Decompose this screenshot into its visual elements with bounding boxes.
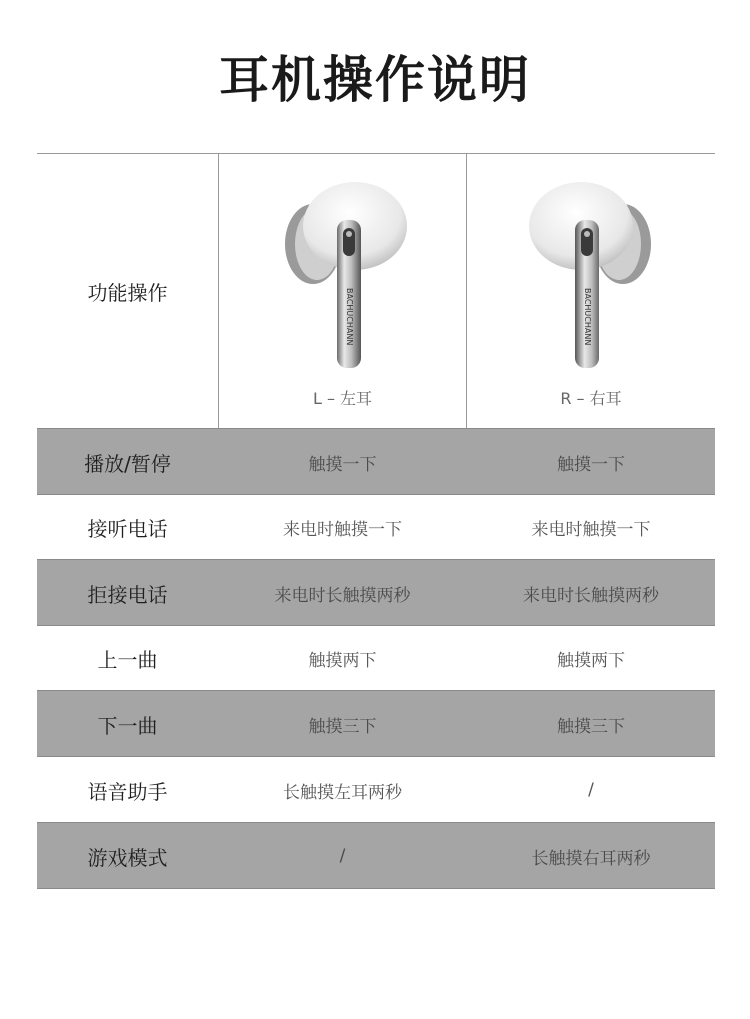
- brand-text: BACHUCHANN: [345, 288, 354, 346]
- operation-table: [37, 153, 715, 889]
- row-label: 语音助手: [87, 779, 168, 804]
- right-earbud-cell: [467, 154, 715, 428]
- row-label: 下一曲: [97, 713, 158, 738]
- page-title: 耳机操作说明: [219, 51, 531, 109]
- table-row: [37, 625, 715, 691]
- table-row: [37, 690, 715, 757]
- left-value: /: [339, 846, 346, 866]
- table-row: [37, 559, 715, 626]
- right-value: 触摸一下: [557, 454, 625, 475]
- header-label-cell: [37, 154, 218, 428]
- table-row: [37, 756, 715, 823]
- header-row: [37, 154, 715, 428]
- right-value: 来电时长触摸两秒: [523, 585, 659, 606]
- brand-text: BACHUCHANN: [583, 288, 592, 346]
- left-earbud-image: [275, 178, 415, 378]
- left-value: 来电时长触摸两秒: [274, 585, 411, 606]
- right-value: 长触摸右耳两秒: [531, 848, 651, 869]
- right-earbud-image: [521, 178, 661, 378]
- table-row: [37, 494, 715, 560]
- right-ear-caption: R – 右耳: [560, 389, 622, 408]
- table-bottom-border: [37, 888, 715, 889]
- right-value: 来电时触摸一下: [531, 520, 651, 540]
- row-label: 上一曲: [97, 648, 158, 672]
- row-label: 拒接电话: [87, 582, 168, 607]
- right-value: 触摸两下: [557, 651, 625, 671]
- left-ear-caption: L – 左耳: [312, 389, 373, 408]
- table-row: [37, 428, 715, 495]
- header-label: 功能操作: [87, 280, 168, 305]
- row-label: 接听电话: [87, 517, 168, 541]
- left-value: 触摸一下: [308, 454, 377, 475]
- right-value: 触摸三下: [557, 716, 625, 737]
- left-value: 来电时触摸一下: [283, 520, 402, 540]
- left-value: 触摸两下: [308, 651, 377, 671]
- left-earbud-cell: [219, 154, 466, 428]
- row-label: 游戏模式: [87, 845, 168, 870]
- left-value: 长触摸左耳两秒: [283, 782, 402, 803]
- right-value: /: [588, 780, 594, 800]
- table-row: [37, 822, 715, 889]
- left-value: 触摸三下: [308, 716, 377, 737]
- row-label: 播放/暂停: [84, 451, 171, 476]
